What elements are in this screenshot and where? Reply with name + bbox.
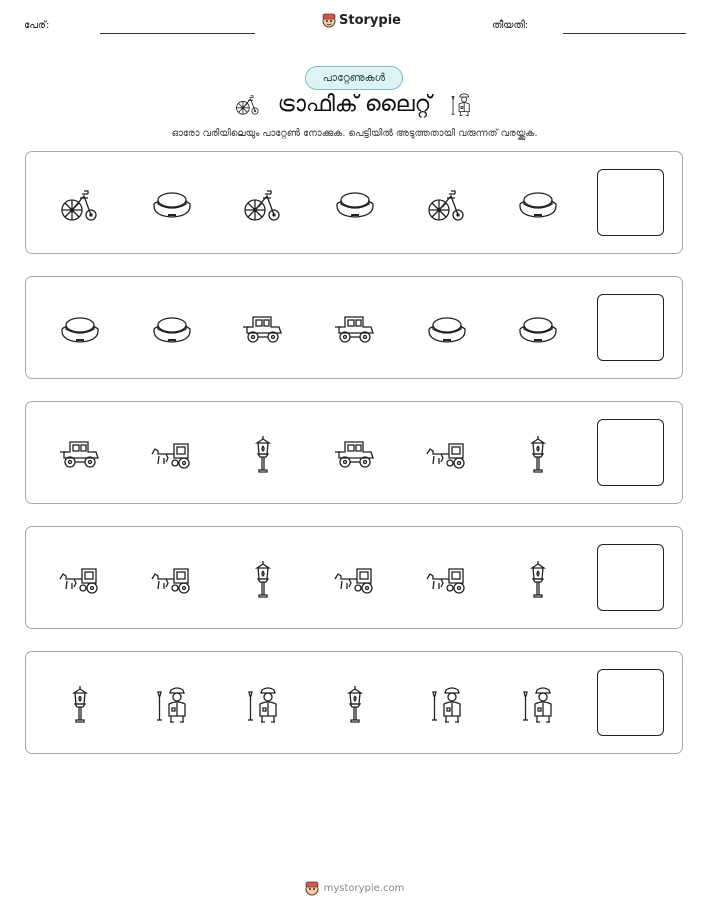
lamp-icon <box>333 682 377 726</box>
officer-icon <box>241 682 285 726</box>
storypie-mascot-icon <box>305 880 319 896</box>
car-icon <box>333 307 377 351</box>
pattern-row-5 <box>25 651 683 754</box>
answer-box[interactable] <box>597 544 664 611</box>
bicycle-icon <box>425 182 469 226</box>
answer-box[interactable] <box>597 419 664 486</box>
lamp-icon <box>241 557 285 601</box>
pattern-row-2 <box>25 276 683 379</box>
lamp-icon <box>241 432 285 476</box>
button-icon <box>150 307 194 351</box>
answer-box[interactable] <box>597 669 664 736</box>
carriage-icon <box>333 557 377 601</box>
title-row <box>0 90 709 118</box>
carriage-icon <box>425 557 469 601</box>
car-icon <box>58 432 102 476</box>
bicycle-icon <box>234 90 262 118</box>
button-icon <box>58 307 102 351</box>
button-icon <box>333 182 377 226</box>
carriage-icon <box>150 557 194 601</box>
date-field[interactable] <box>563 33 686 34</box>
pattern-row-3 <box>25 401 683 504</box>
instructions: ഓരോ വരിയിലെയും പാറ്റേൺ നോക്കുക. പെട്ടിയിൽ അടുത്തതായി വരുന്നത് വരയ്ക്കുക. <box>171 128 538 139</box>
brand-logo <box>322 12 401 28</box>
storypie-mascot-icon <box>322 12 336 28</box>
bicycle-icon <box>58 182 102 226</box>
carriage-icon <box>58 557 102 601</box>
button-icon <box>150 182 194 226</box>
lamp-icon <box>58 682 102 726</box>
bicycle-icon <box>241 182 285 226</box>
pattern-row-1 <box>25 151 683 254</box>
police-officer-icon <box>447 90 475 118</box>
answer-box[interactable] <box>597 169 664 236</box>
button-icon <box>516 182 560 226</box>
car-icon <box>241 307 285 351</box>
pattern-row-4 <box>25 526 683 629</box>
officer-icon <box>516 682 560 726</box>
name-field[interactable] <box>100 33 255 34</box>
button-icon <box>516 307 560 351</box>
lamp-icon <box>516 557 560 601</box>
brand-name: Storypie <box>339 12 401 28</box>
name-label: പേര്: <box>24 20 50 31</box>
lamp-icon <box>516 432 560 476</box>
topic-badge: പാറ്റേണുകൾ <box>305 66 403 90</box>
car-icon <box>333 432 377 476</box>
footer-url: mystorypie.com <box>323 882 405 894</box>
officer-icon <box>150 682 194 726</box>
answer-box[interactable] <box>597 294 664 361</box>
page-title: ട്രാഫിക് ലൈറ്റ് <box>277 91 432 117</box>
carriage-icon <box>425 432 469 476</box>
officer-icon <box>425 682 469 726</box>
carriage-icon <box>150 432 194 476</box>
date-label: തീയതി: <box>492 20 529 31</box>
footer <box>0 880 709 896</box>
button-icon <box>425 307 469 351</box>
